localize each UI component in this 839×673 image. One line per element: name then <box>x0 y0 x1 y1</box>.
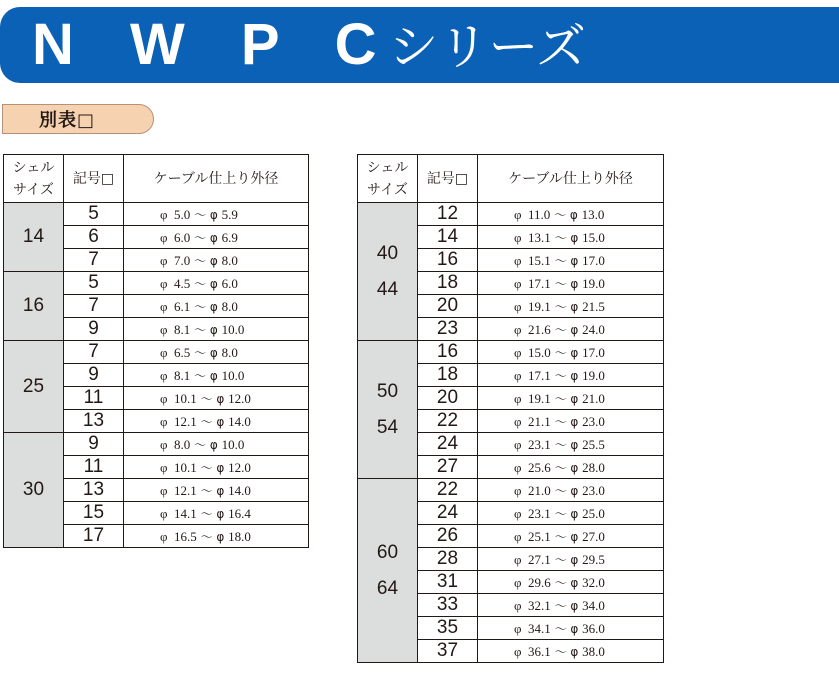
code-cell: 22 <box>418 410 478 433</box>
cable-diameter-cell <box>124 341 309 364</box>
diameter-max: 36.0 <box>582 620 605 636</box>
range-separator: ～ φ <box>550 552 583 567</box>
code-cell: 7 <box>64 295 124 318</box>
phi-symbol: φ <box>514 551 529 567</box>
diameter-min: 13.1 <box>528 229 551 245</box>
table-row <box>4 341 309 364</box>
diameter-max: 23.0 <box>582 413 605 429</box>
range-separator: ～ φ <box>550 506 583 521</box>
title-suffix: シリーズ <box>388 19 586 75</box>
code-cell: 23 <box>418 318 478 341</box>
diameter-min: 15.1 <box>528 252 551 268</box>
code-cell: 28 <box>418 548 478 571</box>
range-separator: ～ φ <box>550 437 583 452</box>
column-header-shell-line2: サイズ <box>13 181 54 198</box>
diameter-max: 28.0 <box>582 459 605 475</box>
shell-size-value: 50 <box>376 380 399 402</box>
diameter-max: 19.0 <box>582 275 605 291</box>
code-cell: 16 <box>418 249 478 272</box>
diameter-min: 17.1 <box>528 275 551 291</box>
diameter-min: 25.1 <box>528 528 551 544</box>
diameter-max: 16.4 <box>228 505 251 521</box>
diameter-min: 6.0 <box>174 229 191 245</box>
table-row <box>4 203 309 226</box>
phi-symbol: φ <box>160 229 175 245</box>
cable-diameter-cell <box>124 364 309 387</box>
range-separator: ～ φ <box>550 529 583 544</box>
table-header-row <box>358 155 664 203</box>
diameter-min: 21.0 <box>528 482 551 498</box>
phi-symbol: φ <box>514 459 529 475</box>
shell-size-cell <box>358 203 418 341</box>
code-cell: 14 <box>418 226 478 249</box>
diameter-max: 29.5 <box>582 551 605 567</box>
phi-symbol: φ <box>514 413 529 429</box>
shell-size-cell <box>4 433 64 548</box>
cable-diameter-cell <box>124 479 309 502</box>
phi-symbol: φ <box>514 321 529 337</box>
table-row <box>4 433 309 456</box>
column-header-shell-size <box>358 155 418 203</box>
cable-diameter-cell <box>478 502 664 525</box>
code-cell: 9 <box>64 364 124 387</box>
cable-diameter-cell <box>124 318 309 341</box>
diameter-min: 27.1 <box>528 551 551 567</box>
code-cell: 7 <box>64 341 124 364</box>
phi-symbol: φ <box>514 482 529 498</box>
cable-diameter-cell <box>478 341 664 364</box>
diameter-max: 17.0 <box>582 344 605 360</box>
diameter-max: 13.0 <box>581 206 605 222</box>
diameter-max: 8.0 <box>221 344 238 360</box>
phi-symbol: φ <box>160 505 175 521</box>
code-cell: 12 <box>418 203 478 226</box>
column-header-cable-diameter: ケーブル仕上り外径 <box>478 155 664 203</box>
cable-diameter-cell <box>478 226 664 249</box>
phi-symbol: φ <box>514 298 529 314</box>
column-header-shell-size <box>4 155 64 203</box>
cable-diameter-cell <box>124 295 309 318</box>
range-separator: ～ φ <box>550 368 583 383</box>
range-separator: ～ φ <box>550 575 583 590</box>
cable-diameter-cell <box>124 525 309 548</box>
range-separator: ～ φ <box>190 368 222 383</box>
column-header-code: 記号□ <box>64 155 124 203</box>
diameter-min: 5.0 <box>174 206 191 222</box>
code-cell: 5 <box>64 203 124 226</box>
diameter-max: 5.9 <box>221 206 238 222</box>
code-cell: 35 <box>418 617 478 640</box>
shell-size-value: 16 <box>22 295 45 316</box>
phi-symbol: φ <box>514 275 529 291</box>
diameter-min: 23.1 <box>528 505 551 521</box>
cable-diameter-cell <box>124 387 309 410</box>
range-separator: ～ φ <box>550 391 583 406</box>
diameter-max: 17.0 <box>582 252 605 268</box>
page-title <box>32 12 586 77</box>
appendix-tag <box>2 104 154 134</box>
range-separator: ～ φ <box>550 621 583 636</box>
range-separator: ～ φ <box>196 414 229 429</box>
phi-symbol: φ <box>514 620 529 636</box>
cable-diameter-cell <box>478 479 664 502</box>
diameter-min: 8.1 <box>174 321 191 337</box>
cable-diameter-cell <box>478 295 664 318</box>
code-cell: 26 <box>418 525 478 548</box>
column-header-code: 記号□ <box>418 155 478 203</box>
range-separator: ～ φ <box>550 230 583 245</box>
range-separator: ～ φ <box>190 437 222 452</box>
diameter-min: 8.0 <box>174 436 191 452</box>
phi-symbol: φ <box>160 344 175 360</box>
phi-symbol: φ <box>514 574 529 590</box>
diameter-max: 25.5 <box>582 436 605 452</box>
column-header-shell-line1: シェル <box>12 159 55 176</box>
diameter-min: 6.1 <box>174 298 191 314</box>
diameter-min: 17.1 <box>528 367 551 383</box>
diameter-min: 10.1 <box>174 459 197 475</box>
code-cell: 11 <box>64 456 124 479</box>
diameter-max: 10.0 <box>221 436 245 452</box>
code-cell: 18 <box>418 364 478 387</box>
diameter-min: 14.1 <box>174 505 197 521</box>
phi-symbol: φ <box>160 482 175 498</box>
code-cell: 9 <box>64 318 124 341</box>
diameter-min: 8.1 <box>174 367 191 383</box>
diameter-min: 16.5 <box>174 528 197 544</box>
range-separator: ～ φ <box>196 529 229 544</box>
range-separator: ～ φ <box>190 207 222 222</box>
code-cell: 6 <box>64 226 124 249</box>
code-cell: 11 <box>64 387 124 410</box>
cable-diameter-cell <box>124 203 309 226</box>
code-cell: 9 <box>64 433 124 456</box>
cable-diameter-cell <box>478 571 664 594</box>
phi-symbol: φ <box>160 275 175 291</box>
table-header-row <box>4 155 309 203</box>
code-cell: 20 <box>418 387 478 410</box>
code-cell: 22 <box>418 479 478 502</box>
cable-diameter-cell <box>478 594 664 617</box>
shell-size-value: 60 <box>376 541 399 563</box>
code-cell: 7 <box>64 249 124 272</box>
diameter-max: 25.0 <box>582 505 605 521</box>
phi-symbol: φ <box>514 505 529 521</box>
diameter-max: 8.0 <box>221 298 238 314</box>
diameter-min: 19.1 <box>528 390 551 406</box>
table-row <box>358 479 664 502</box>
cable-spec-table-left <box>3 154 309 548</box>
diameter-max: 38.0 <box>582 643 605 659</box>
phi-symbol: φ <box>160 528 175 544</box>
code-cell: 24 <box>418 502 478 525</box>
diameter-min: 29.6 <box>528 574 551 590</box>
diameter-min: 23.1 <box>528 436 551 452</box>
phi-symbol: φ <box>160 390 175 406</box>
code-cell: 5 <box>64 272 124 295</box>
diameter-min: 21.1 <box>528 413 551 429</box>
code-cell: 31 <box>418 571 478 594</box>
cable-diameter-cell <box>124 272 309 295</box>
cable-diameter-cell <box>478 272 664 295</box>
phi-symbol: φ <box>160 206 175 222</box>
range-separator: ～ φ <box>196 391 229 406</box>
cable-diameter-cell <box>124 456 309 479</box>
cable-diameter-cell <box>478 433 664 456</box>
diameter-max: 18.0 <box>228 528 251 544</box>
range-separator: ～ φ <box>550 276 583 291</box>
column-header-cable-diameter: ケーブル仕上り外径 <box>124 155 309 203</box>
shell-size-value: 25 <box>22 375 45 397</box>
diameter-max: 8.0 <box>221 252 238 268</box>
code-cell: 20 <box>418 295 478 318</box>
diameter-min: 12.1 <box>174 482 197 498</box>
cable-diameter-cell <box>124 226 309 249</box>
title-main: N W P C <box>32 12 397 77</box>
diameter-min: 4.5 <box>174 275 191 291</box>
range-separator: ～ φ <box>550 322 583 337</box>
diameter-max: 6.9 <box>221 229 238 245</box>
diameter-min: 32.1 <box>528 597 551 613</box>
range-separator: ～ φ <box>550 598 583 613</box>
phi-symbol: φ <box>160 436 175 452</box>
diameter-min: 7.0 <box>174 252 191 268</box>
cable-diameter-cell <box>478 249 664 272</box>
table-row <box>358 203 664 226</box>
phi-symbol: φ <box>160 252 175 268</box>
range-separator: ～ φ <box>190 276 222 291</box>
phi-symbol: φ <box>160 459 175 475</box>
cable-diameter-cell <box>124 433 309 456</box>
phi-symbol: φ <box>160 413 175 429</box>
cable-diameter-cell <box>478 387 664 410</box>
diameter-min: 19.1 <box>528 298 551 314</box>
phi-symbol: φ <box>514 528 529 544</box>
phi-symbol: φ <box>514 597 529 613</box>
diameter-max: 12.0 <box>228 459 251 475</box>
cable-spec-table-right <box>357 154 664 663</box>
phi-symbol: φ <box>514 252 529 268</box>
range-separator: ～ φ <box>196 506 229 521</box>
cable-diameter-cell <box>478 456 664 479</box>
diameter-max: 27.0 <box>582 528 605 544</box>
range-separator: ～ φ <box>550 483 583 498</box>
appendix-tag-label: 別表□ <box>39 110 96 131</box>
cable-diameter-cell <box>124 249 309 272</box>
shell-size-cell <box>358 341 418 479</box>
table-row <box>358 341 664 364</box>
diameter-min: 34.1 <box>528 620 551 636</box>
cable-diameter-cell <box>478 548 664 571</box>
range-separator: ～ φ <box>550 644 583 659</box>
code-cell: 13 <box>64 479 124 502</box>
diameter-min: 36.1 <box>528 643 551 659</box>
shell-size-cell <box>4 272 64 341</box>
range-separator: ～ φ <box>190 253 222 268</box>
cable-diameter-cell <box>124 502 309 525</box>
phi-symbol: φ <box>514 367 529 383</box>
range-separator: ～ φ <box>196 460 229 475</box>
code-cell: 37 <box>418 640 478 663</box>
range-separator: ～ φ <box>550 299 583 314</box>
shell-size-value: 40 <box>376 242 399 264</box>
diameter-min: 25.6 <box>528 459 551 475</box>
diameter-max: 10.0 <box>221 321 245 337</box>
code-cell: 33 <box>418 594 478 617</box>
shell-size-value: 14 <box>22 226 45 247</box>
range-separator: ～ φ <box>550 345 583 360</box>
table-row <box>4 272 309 295</box>
code-cell: 18 <box>418 272 478 295</box>
diameter-max: 24.0 <box>582 321 605 337</box>
diameter-max: 21.0 <box>582 390 605 406</box>
diameter-min: 6.5 <box>174 344 191 360</box>
range-separator: ～ φ <box>196 483 229 498</box>
range-separator: ～ φ <box>550 207 582 222</box>
phi-symbol: φ <box>160 367 175 383</box>
phi-symbol: φ <box>160 298 175 314</box>
phi-symbol: φ <box>514 206 529 222</box>
phi-symbol: φ <box>514 436 529 452</box>
diameter-max: 10.0 <box>221 367 245 383</box>
code-cell: 16 <box>418 341 478 364</box>
cable-diameter-cell <box>478 364 664 387</box>
diameter-min: 10.1 <box>174 390 197 406</box>
diameter-max: 14.0 <box>228 413 251 429</box>
diameter-max: 32.0 <box>582 574 605 590</box>
diameter-max: 21.5 <box>582 298 605 314</box>
cable-diameter-cell <box>478 318 664 341</box>
shell-size-value: 54 <box>376 416 399 438</box>
diameter-max: 19.0 <box>582 367 605 383</box>
diameter-max: 6.0 <box>221 275 238 291</box>
shell-size-value: 30 <box>22 479 45 500</box>
code-cell: 15 <box>64 502 124 525</box>
series-banner <box>0 7 839 83</box>
range-separator: ～ φ <box>550 253 583 268</box>
cable-diameter-cell <box>124 410 309 433</box>
range-separator: ～ φ <box>550 414 583 429</box>
range-separator: ～ φ <box>190 345 222 360</box>
column-header-shell-line2: サイズ <box>367 181 408 198</box>
shell-size-value: 64 <box>376 577 399 599</box>
diameter-max: 34.0 <box>582 597 605 613</box>
code-cell: 27 <box>418 456 478 479</box>
diameter-min: 15.0 <box>528 344 551 360</box>
code-cell: 24 <box>418 433 478 456</box>
diameter-min: 11.0 <box>528 206 551 222</box>
diameter-max: 15.0 <box>582 229 605 245</box>
diameter-max: 12.0 <box>228 390 251 406</box>
diameter-min: 12.1 <box>174 413 197 429</box>
diameter-max: 23.0 <box>582 482 605 498</box>
range-separator: ～ φ <box>190 299 222 314</box>
shell-size-cell <box>358 479 418 663</box>
code-cell: 17 <box>64 525 124 548</box>
cable-diameter-cell <box>478 410 664 433</box>
code-cell: 13 <box>64 410 124 433</box>
phi-symbol: φ <box>160 321 175 337</box>
shell-size-value: 44 <box>376 278 399 300</box>
phi-symbol: φ <box>514 344 529 360</box>
range-separator: ～ φ <box>190 230 222 245</box>
cable-diameter-cell <box>478 203 664 226</box>
phi-symbol: φ <box>514 643 529 659</box>
diameter-min: 21.6 <box>528 321 551 337</box>
shell-size-cell <box>4 203 64 272</box>
range-separator: ～ φ <box>550 460 583 475</box>
cable-diameter-cell <box>478 640 664 663</box>
cable-diameter-cell <box>478 525 664 548</box>
range-separator: ～ φ <box>190 322 222 337</box>
phi-symbol: φ <box>514 229 529 245</box>
diameter-max: 14.0 <box>228 482 251 498</box>
phi-symbol: φ <box>514 390 529 406</box>
cable-diameter-cell <box>478 617 664 640</box>
column-header-shell-line1: シェル <box>366 159 409 176</box>
shell-size-cell <box>4 341 64 433</box>
